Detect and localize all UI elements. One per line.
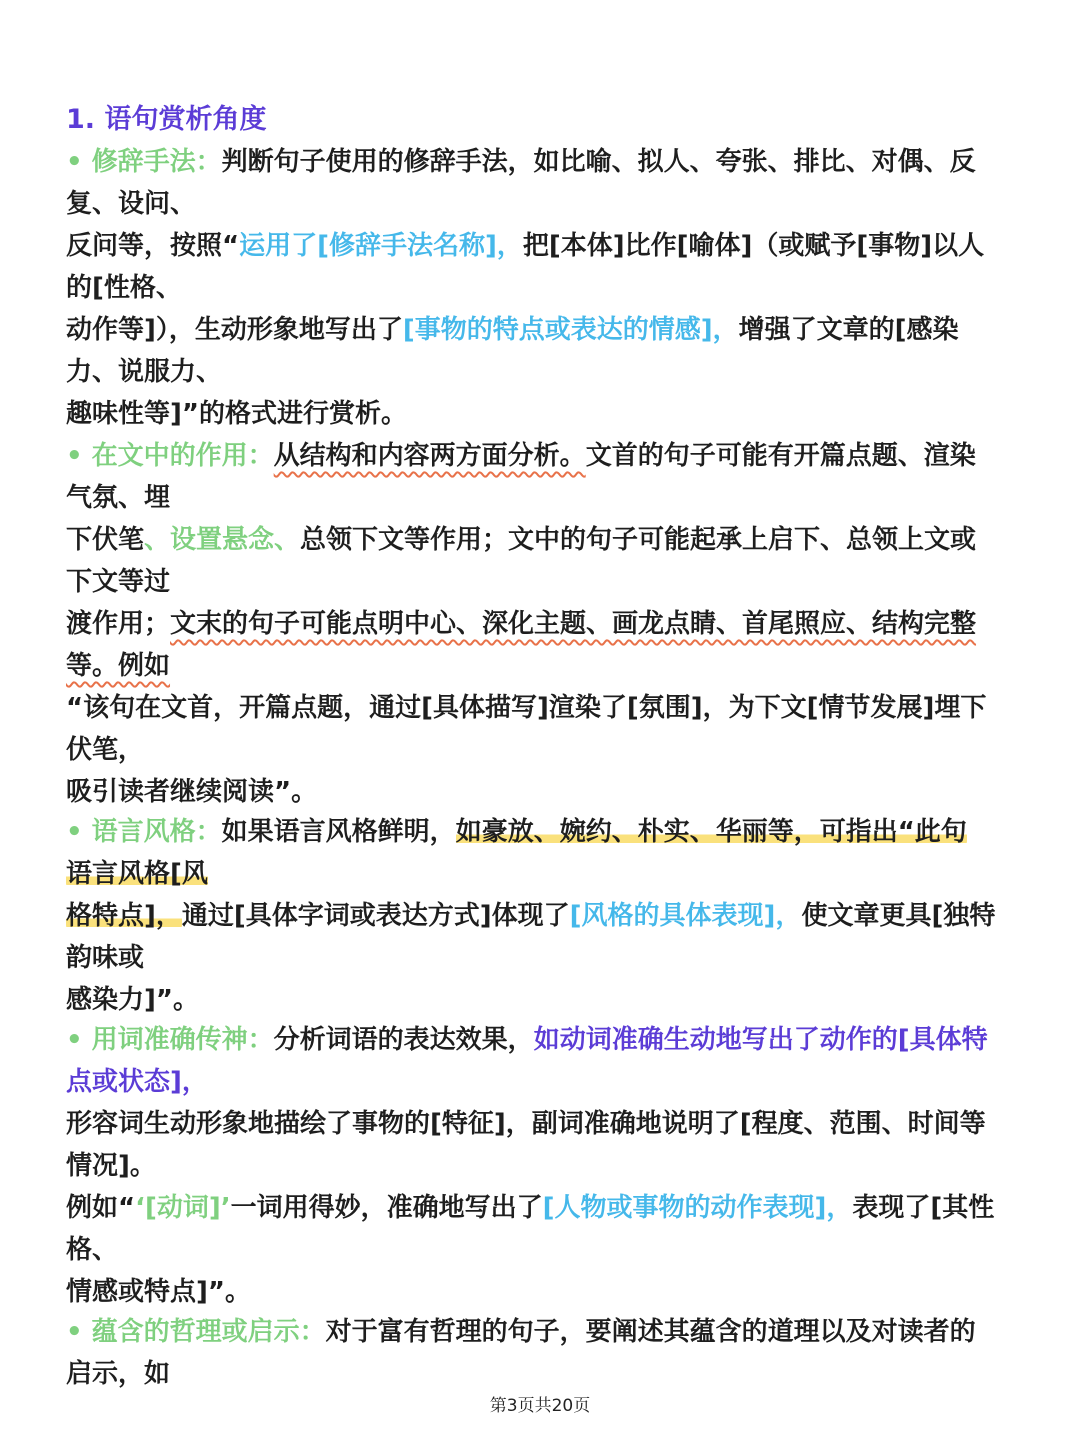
text-run: 伏笔， bbox=[66, 735, 145, 765]
text-run: 增强了文章的[感染 bbox=[738, 315, 959, 345]
template-text: [风格的具体表现]， bbox=[569, 901, 802, 931]
text-run: 吸引读者继续阅读”。 bbox=[66, 777, 318, 807]
style-label: • 语言风格： bbox=[66, 817, 222, 847]
template-text: [人物或事物的动作表现]， bbox=[542, 1193, 853, 1223]
text-run: 表现了[其性 bbox=[852, 1193, 995, 1223]
text-run: 的[性格、 bbox=[66, 273, 182, 303]
rhetoric-line-1 bbox=[66, 142, 976, 182]
rhetoric-line-2 bbox=[66, 184, 196, 224]
highlighted-text: 如豪放、婉约、朴实、华丽等，可指出“此句 bbox=[455, 817, 967, 847]
function-label: • 在文中的作用： bbox=[66, 441, 274, 471]
page-number: 第3页共20页 bbox=[489, 1396, 591, 1416]
text-run: 渡作用； bbox=[66, 609, 171, 639]
emphasis-text: 如动词准确生动地写出了动作的[具体特 bbox=[533, 1025, 988, 1055]
text-run: 复、设问、 bbox=[66, 189, 197, 219]
wording-line-5 bbox=[66, 1188, 994, 1228]
style-line-4 bbox=[66, 938, 144, 978]
rhetoric-line-3 bbox=[66, 226, 984, 266]
wording-line-7 bbox=[66, 1272, 251, 1312]
wording-label: • 用词准确传神： bbox=[66, 1025, 274, 1055]
wording-line-1 bbox=[66, 1020, 988, 1060]
wording-line-6 bbox=[66, 1230, 118, 1270]
text-run: 下文等过 bbox=[66, 567, 171, 597]
text-run: 韵味或 bbox=[66, 943, 145, 973]
function-line-1 bbox=[66, 436, 976, 476]
text-run: 例如“ bbox=[66, 1193, 136, 1223]
function-line-7 bbox=[66, 688, 986, 728]
style-line-2 bbox=[66, 854, 208, 894]
rhetoric-label: • 修辞手法： bbox=[66, 147, 222, 177]
function-line-2 bbox=[66, 478, 170, 518]
text-run: 通过[具体字词或表达方式]体现了 bbox=[181, 901, 570, 931]
text-run: 如果语言风格鲜明， bbox=[221, 817, 456, 847]
text-run: 情感或特点]”。 bbox=[66, 1277, 251, 1307]
text-run: 力、说服力、 bbox=[66, 357, 223, 387]
underlined-text: 文末的句子可能点明中心、深化主题、画龙点睛、首尾照应、结构完整 bbox=[170, 609, 977, 639]
highlighted-text: 语言风格[风 bbox=[66, 859, 208, 889]
text-run: 文首的句子可能有开篇点题、渲染 bbox=[585, 441, 976, 471]
function-line-5 bbox=[66, 604, 976, 644]
rhetoric-line-6 bbox=[66, 352, 222, 392]
emphasis-text: 点或状态]， bbox=[66, 1067, 208, 1097]
philosophy-line-2 bbox=[66, 1354, 170, 1394]
text-run: 判断句子使用的修辞手法，如比喻、拟人、夸张、排比、对偶、反 bbox=[221, 147, 976, 177]
function-line-9 bbox=[66, 772, 317, 812]
text-run: 形容词生动形象地描绘了事物的[特征]，副词准确地说明了[程度、范围、时间等 bbox=[66, 1109, 986, 1139]
rhetoric-line-4 bbox=[66, 268, 182, 308]
philosophy-label: • 蕴含的哲理或启示： bbox=[66, 1317, 326, 1347]
philosophy-line-1 bbox=[66, 1312, 976, 1352]
text-run: 对于富有哲理的句子，要阐述其蕴含的道理以及对读者的 bbox=[325, 1317, 976, 1347]
function-line-8 bbox=[66, 730, 144, 770]
function-line-4 bbox=[66, 562, 170, 602]
text-run: 把[本体]比作[喻体]（或赋予[事物]以人 bbox=[522, 231, 985, 261]
text-run: 动作等]），生动形象地写出了 bbox=[66, 315, 403, 345]
text-run: 感染力]”。 bbox=[66, 985, 199, 1015]
wording-line-4 bbox=[66, 1146, 156, 1186]
text-run: 气氛、埋 bbox=[66, 483, 171, 513]
function-line-6 bbox=[66, 646, 170, 686]
text-run: 一词用得妙，准确地写出了 bbox=[230, 1193, 543, 1223]
underlined-text: 等。例如 bbox=[66, 651, 171, 681]
text-run: 总领下文等作用；文中的句子可能起承上启下、总领上文或 bbox=[300, 525, 977, 555]
style-line-1 bbox=[66, 812, 967, 852]
style-line-3 bbox=[66, 896, 995, 936]
text-run: 使文章更具[独特 bbox=[801, 901, 996, 931]
rhetoric-line-5 bbox=[66, 310, 959, 350]
highlighted-text: 格特点]， bbox=[66, 901, 182, 931]
text-run: 反问等，按照“ bbox=[66, 231, 240, 261]
text-run: 格、 bbox=[66, 1235, 119, 1265]
text-run: 启示，如 bbox=[66, 1359, 171, 1389]
rhetoric-line-7 bbox=[66, 394, 407, 434]
text-run: 趣味性等]”的格式进行赏析。 bbox=[66, 399, 407, 429]
green-text: ‘[动词]’ bbox=[135, 1193, 231, 1223]
green-text: 、设置悬念、 bbox=[144, 525, 301, 555]
text-run: 下伏笔 bbox=[66, 525, 145, 555]
text-run: “该句在文首，开篇点题，通过[具体描写]渲染了[氛围]，为下文[情节发展]埋下 bbox=[66, 693, 987, 723]
template-text: 运用了[修辞手法名称]， bbox=[239, 231, 523, 261]
text-run: 分析词语的表达效果， bbox=[273, 1025, 534, 1055]
function-line-3 bbox=[66, 520, 976, 560]
style-line-5 bbox=[66, 980, 199, 1020]
template-text: [事物的特点或表达的情感]， bbox=[402, 315, 739, 345]
text-run: 情况]。 bbox=[66, 1151, 156, 1181]
wording-line-3 bbox=[66, 1104, 986, 1144]
wording-line-2 bbox=[66, 1062, 208, 1102]
underlined-text: 从结构和内容两方面分析。 bbox=[273, 441, 586, 471]
section-heading: 1. 语句赏析角度 bbox=[66, 104, 267, 135]
